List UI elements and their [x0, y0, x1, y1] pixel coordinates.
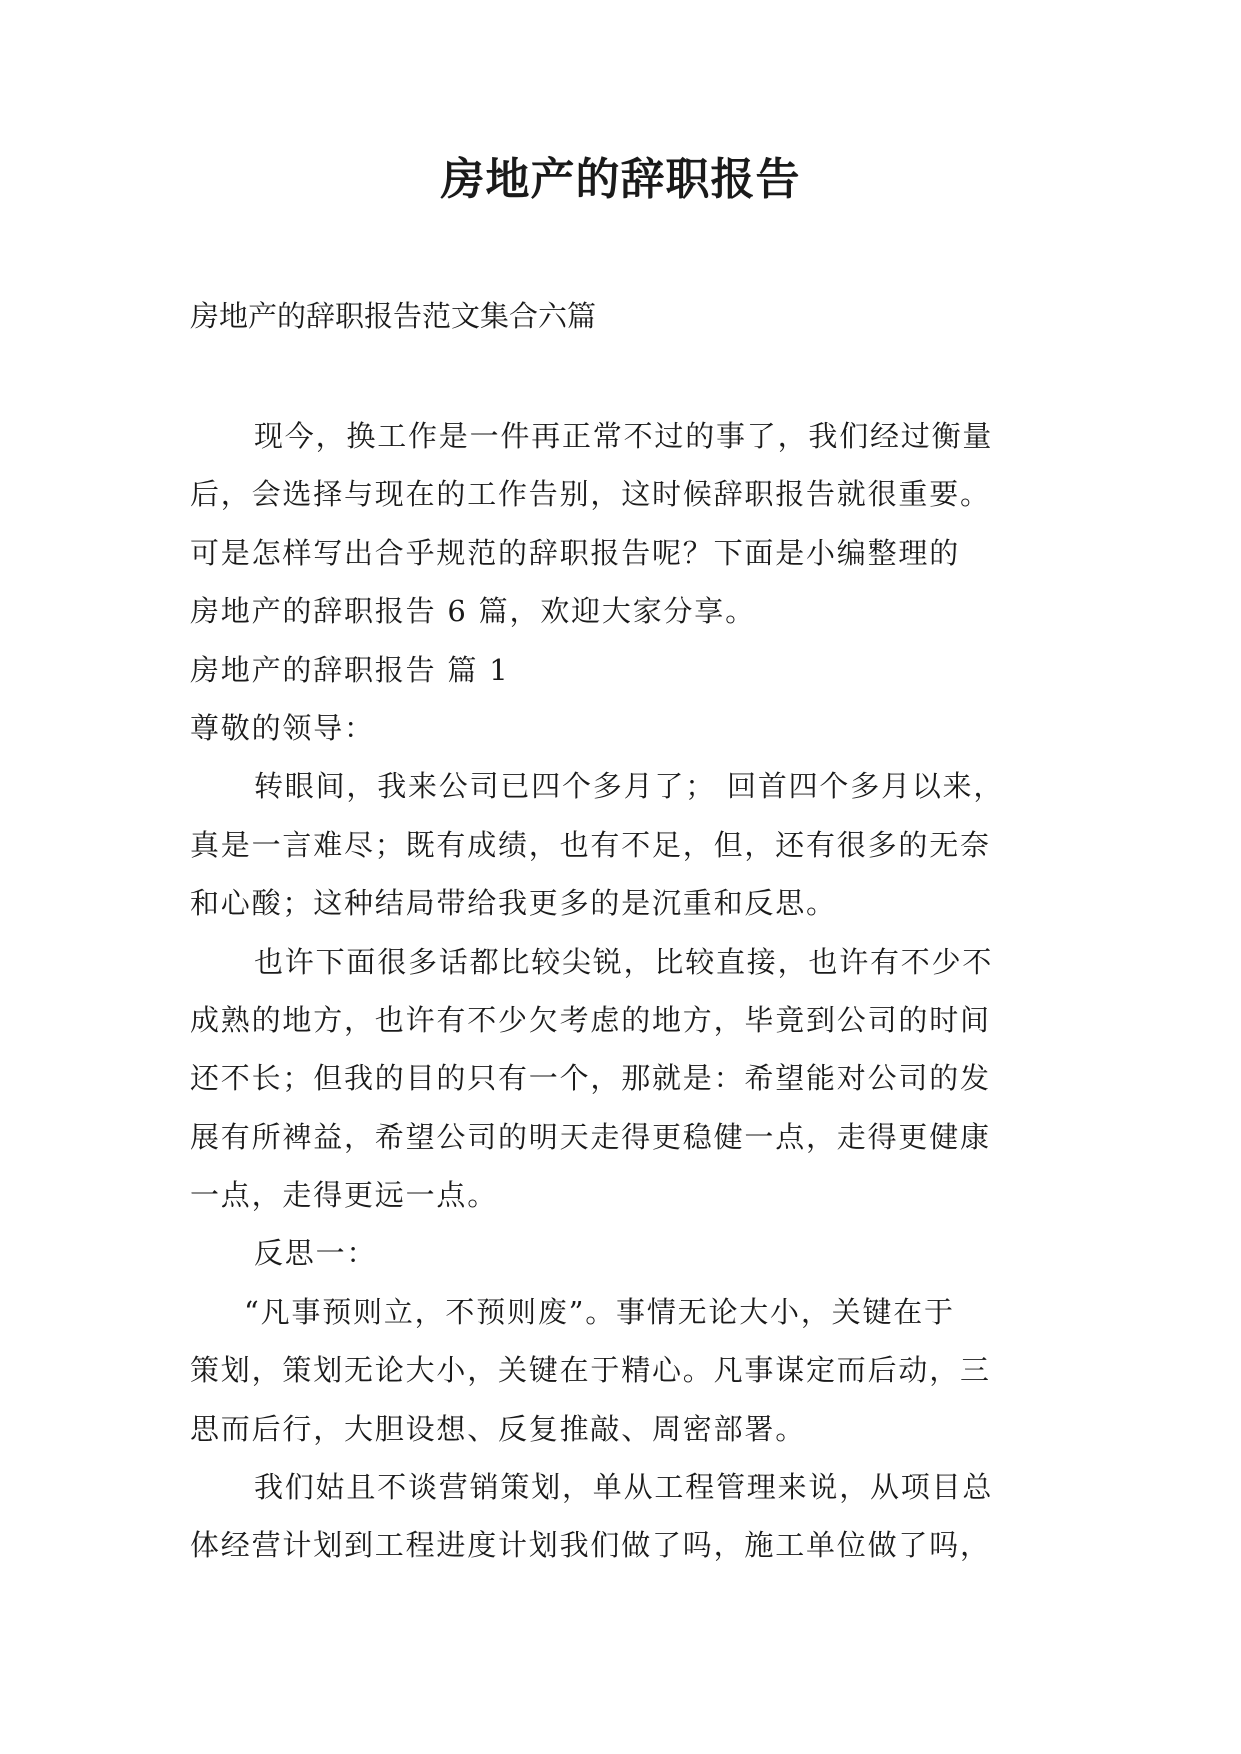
paragraph-line: 思而后行，大胆设想、反复推敲、周密部署。 [190, 1411, 807, 1446]
paragraph-line: 后，会选择与现在的工作告别，这时候辞职报告就很重要。 [190, 477, 991, 512]
paragraph-line: 我们姑且不谈营销策划，单从工程管理来说，从项目总 [254, 1470, 994, 1505]
paragraph-line: 和心酸；这种结局带给我更多的是沉重和反思。 [190, 886, 837, 921]
paragraph-line: 也许下面很多话都比较尖锐，比较直接，也许有不少不 [254, 944, 994, 979]
paragraph-line: 体经营计划到工程进度计划我们做了吗，施工单位做了吗， [190, 1528, 991, 1563]
paragraph-line: 一点，走得更远一点。 [190, 1178, 499, 1213]
paragraph-line: 成熟的地方，也许有不少欠考虑的地方，毕竟到公司的时间 [190, 1002, 991, 1037]
paragraph-line: 策划，策划无论大小，关键在于精心。凡事谋定而后动，三 [190, 1353, 991, 1388]
document-subtitle: 房地产的辞职报告范文集合六篇 [190, 299, 597, 333]
document-body [190, 407, 1060, 1575]
paragraph-line: 房地产的辞职报告 6 篇，欢迎大家分享。 [190, 594, 756, 629]
paragraph-line: 现今，换工作是一件再正常不过的事了，我们经过衡量 [254, 419, 994, 453]
paragraph-line: 真是一言难尽；既有成绩，也有不足，但，还有很多的无奈 [190, 827, 991, 862]
section-heading: 房地产的辞职报告 篇 1 [190, 652, 510, 687]
subheading: 反思一： [254, 1236, 378, 1271]
paragraph-line: 转眼间，我来公司已四个多月了； 回首四个多月以来， [254, 769, 1005, 804]
paragraph-line: “凡事预则立，不预则废”。事情无论大小，关键在于 [244, 1294, 955, 1329]
salutation: 尊敬的领导： [190, 710, 375, 745]
document-title: 房地产的辞职报告 [440, 154, 801, 205]
paragraph-line: 展有所裨益，希望公司的明天走得更稳健一点，走得更健康 [190, 1119, 991, 1154]
paragraph-line: 还不长；但我的目的只有一个，那就是：希望能对公司的发 [190, 1061, 991, 1096]
paragraph-line: 可是怎样写出合乎规范的辞职报告呢？下面是小编整理的 [190, 535, 961, 570]
